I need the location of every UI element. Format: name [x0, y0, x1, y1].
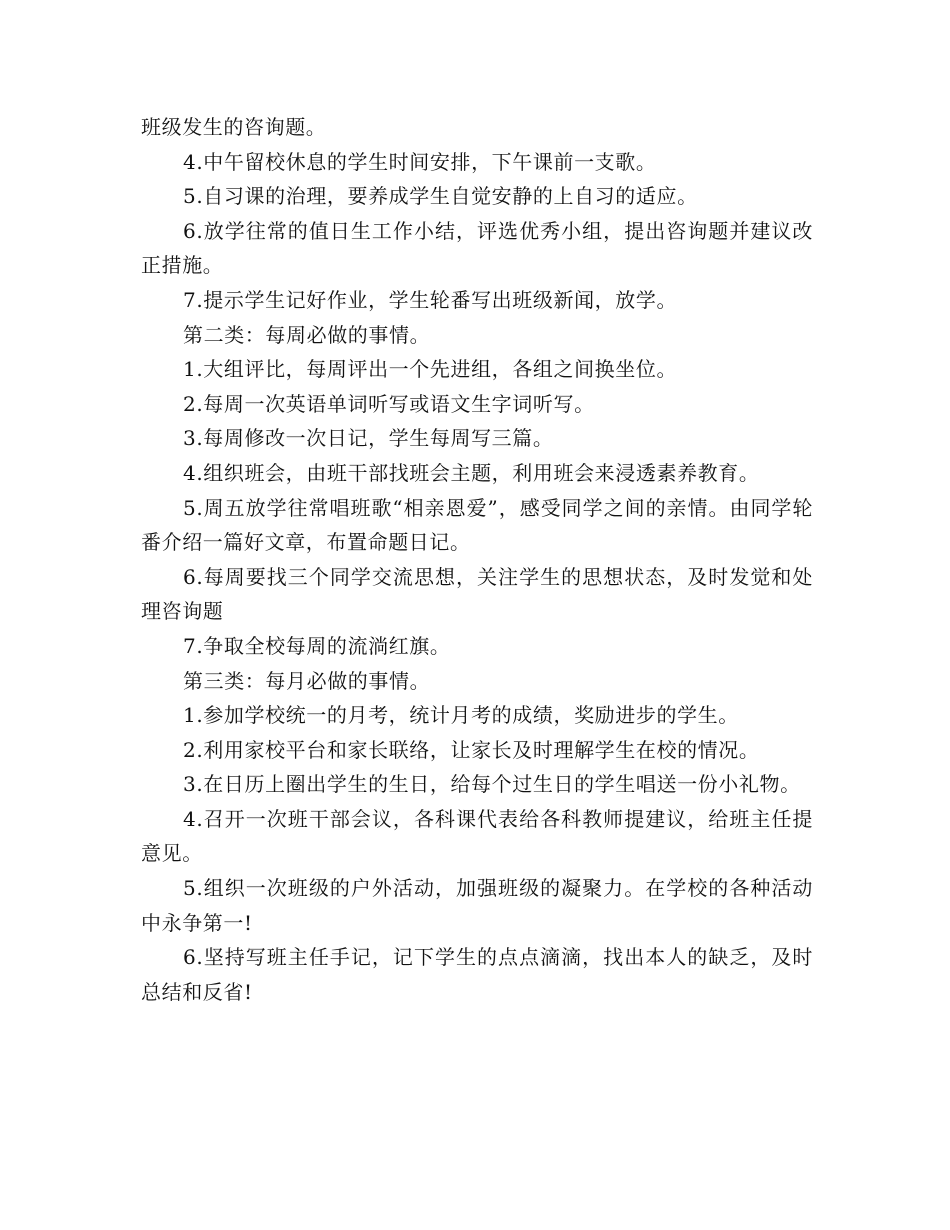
paragraph: 3.每周修改一次日记，学生每周写三篇。	[183, 426, 554, 451]
paragraph: 1.参加学校统一的月考，统计月考的成绩，奖励进步的学生。	[183, 703, 739, 728]
section-heading: 第三类：每月必做的事情。	[183, 668, 431, 693]
paragraph: 班级发生的咨询题。	[141, 115, 327, 139]
paragraph: 2.利用家校平台和家长联络，让家长及时理解学生在校的情况。	[183, 737, 760, 762]
paragraph: 5.组织一次班级的户外活动，加强班级的凝聚力。在学校的各种活动中永争第一!	[141, 876, 813, 935]
paragraph: 2.每周一次英语单词听写或语文生字词听写。	[183, 391, 595, 416]
paragraph: 5.自习课的治理，要养成学生自觉安静的上自习的适应。	[183, 184, 698, 209]
section-heading: 第二类：每周必做的事情。	[183, 322, 431, 347]
paragraph: 6.放学往常的值日生工作小结，评选优秀小组，提出咨询题并建议改正措施。	[141, 218, 813, 278]
paragraph: 5.周五放学往常唱班歌“相亲恩爱”，感受同学之间的亲情。由同学轮番介绍一篇好文章，布置命题日记。	[141, 495, 813, 555]
paragraph: 6.每周要找三个同学交流思想，关注学生的思想状态，及时发觉和处理咨询题	[141, 564, 813, 624]
document-body	[141, 110, 813, 1009]
paragraph: 4.召开一次班干部会议，各科课代表给各科教师提建议，给班主任提意见。	[141, 806, 813, 866]
paragraph: 1.大组评比，每周评出一个先进组，各组之间换坐位。	[183, 357, 678, 382]
paragraph: 3.在日历上圈出学生的生日，给每个过生日的学生唱送一份小礼物。	[183, 772, 801, 797]
paragraph: 6.坚持写班主任手记，记下学生的点点滴滴，找出本人的缺乏，及时总结和反省!	[141, 945, 813, 1004]
paragraph: 7.争取全校每周的流淌红旗。	[183, 633, 451, 658]
paragraph: 7.提示学生记好作业，学生轮番写出班级新闻，放学。	[183, 287, 678, 312]
paragraph: 4.中午留校休息的学生时间安排，下午课前一支歌。	[183, 149, 657, 174]
paragraph: 4.组织班会，由班干部找班会主题，利用班会来浸透素养教育。	[183, 460, 760, 485]
